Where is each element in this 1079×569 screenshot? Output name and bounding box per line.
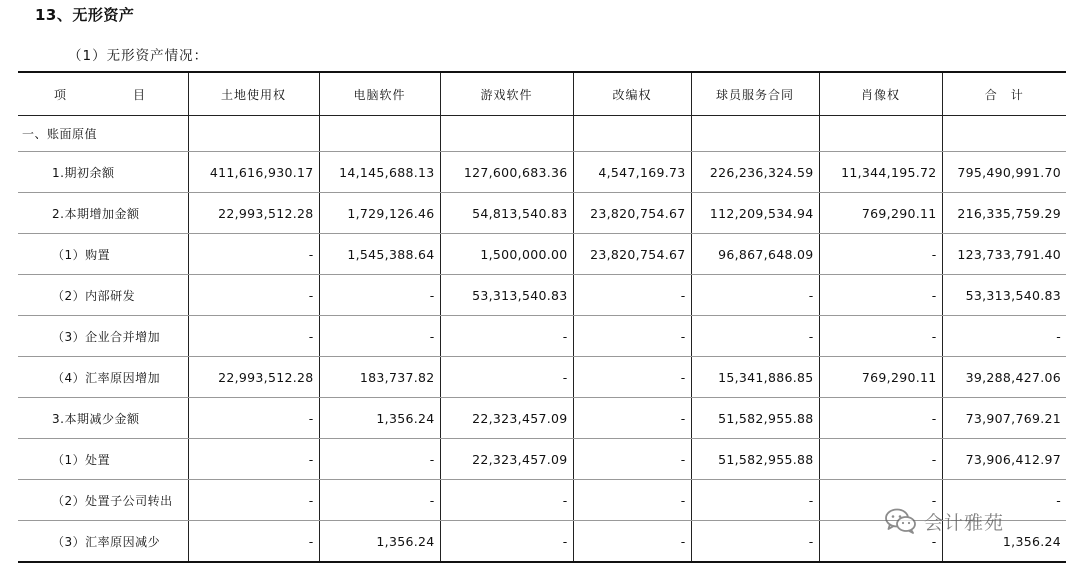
table-cell: - (573, 521, 691, 563)
table-cell: 22,993,512.28 (188, 193, 319, 234)
table-cell: 51,582,955.88 (691, 398, 819, 439)
column-header: 合 计 (942, 72, 1066, 116)
table-cell: - (573, 357, 691, 398)
table-cell: 1,356.24 (942, 521, 1066, 563)
table-cell: 73,907,769.21 (942, 398, 1066, 439)
column-header: 改编权 (573, 72, 691, 116)
table-row (18, 116, 1066, 152)
table-cell: - (319, 316, 440, 357)
table-cell: - (319, 275, 440, 316)
table-cell: 23,820,754.67 (573, 234, 691, 275)
table-cell: - (188, 398, 319, 439)
table-cell: - (573, 439, 691, 480)
table-cell: 795,490,991.70 (942, 152, 1066, 193)
table-cell: 1,545,388.64 (319, 234, 440, 275)
table-cell: 1,500,000.00 (440, 234, 573, 275)
table-cell: 15,341,886.85 (691, 357, 819, 398)
table-cell: - (188, 234, 319, 275)
table-cell (573, 116, 691, 152)
column-header: 肖像权 (819, 72, 942, 116)
row-label: 1.期初余额 (18, 152, 188, 193)
table-cell: 23,820,754.67 (573, 193, 691, 234)
table-cell: 22,323,457.09 (440, 398, 573, 439)
table-header-row (18, 72, 1066, 116)
table-cell: 96,867,648.09 (691, 234, 819, 275)
table-cell: - (573, 316, 691, 357)
column-header-item (18, 72, 188, 116)
table-cell: - (188, 275, 319, 316)
table-cell: 769,290.11 (819, 193, 942, 234)
table-cell: 39,288,427.06 (942, 357, 1066, 398)
row-label: 3.本期减少金额 (18, 398, 188, 439)
table-cell: - (691, 275, 819, 316)
table-cell (819, 116, 942, 152)
table-cell: - (440, 316, 573, 357)
row-label: （4）汇率原因增加 (18, 357, 188, 398)
column-header: 电脑软件 (319, 72, 440, 116)
wechat-icon (884, 507, 918, 535)
row-label: （2）处置子公司转出 (18, 480, 188, 521)
table-cell: 769,290.11 (819, 357, 942, 398)
sub-title: （1）无形资产情况： (68, 48, 209, 64)
table-cell: - (819, 316, 942, 357)
table-cell: - (573, 480, 691, 521)
table-row (18, 316, 1066, 357)
column-header: 球员服务合同 (691, 72, 819, 116)
table-row (18, 357, 1066, 398)
table-cell: - (819, 480, 942, 521)
table-cell: - (942, 316, 1066, 357)
table-cell: - (819, 234, 942, 275)
table-cell: - (188, 439, 319, 480)
table-row (18, 193, 1066, 234)
row-label: 一、账面原值 (18, 116, 188, 152)
table-cell: 183,737.82 (319, 357, 440, 398)
column-header: 游戏软件 (440, 72, 573, 116)
table-cell: 123,733,791.40 (942, 234, 1066, 275)
table-cell: - (819, 275, 942, 316)
intangible-assets-table (18, 71, 1066, 563)
table-cell: - (691, 316, 819, 357)
table-cell: - (819, 521, 942, 563)
table-cell: 11,344,195.72 (819, 152, 942, 193)
table-cell: - (819, 398, 942, 439)
table-cell (691, 116, 819, 152)
table-cell (942, 116, 1066, 152)
table-cell: 14,145,688.13 (319, 152, 440, 193)
table-cell: 216,335,759.29 (942, 193, 1066, 234)
table-cell: 4,547,169.73 (573, 152, 691, 193)
row-label: （1）处置 (18, 439, 188, 480)
table-cell (440, 116, 573, 152)
table-row (18, 152, 1066, 193)
table-cell: - (942, 480, 1066, 521)
row-label: （1）购置 (18, 234, 188, 275)
table-cell: 411,616,930.17 (188, 152, 319, 193)
table-cell: 51,582,955.88 (691, 439, 819, 480)
table-cell: 226,236,324.59 (691, 152, 819, 193)
row-label: （3）汇率原因减少 (18, 521, 188, 563)
table-cell: - (573, 275, 691, 316)
table-cell: - (440, 357, 573, 398)
table-cell: - (188, 521, 319, 563)
table-cell: 53,313,540.83 (942, 275, 1066, 316)
table-cell: 112,209,534.94 (691, 193, 819, 234)
row-label: 2.本期增加金额 (18, 193, 188, 234)
item-header-left: 项 (54, 87, 68, 102)
row-label: （3）企业合并增加 (18, 316, 188, 357)
table-cell (188, 116, 319, 152)
table-cell: 54,813,540.83 (440, 193, 573, 234)
table-cell: - (819, 439, 942, 480)
table-cell: - (319, 439, 440, 480)
table-cell: - (188, 480, 319, 521)
watermark (884, 506, 1004, 536)
table-cell: 127,600,683.36 (440, 152, 573, 193)
table-cell: 1,356.24 (319, 398, 440, 439)
row-label: （2）内部研发 (18, 275, 188, 316)
table-cell: - (440, 480, 573, 521)
table-row (18, 275, 1066, 316)
table-row (18, 398, 1066, 439)
table-cell: 53,313,540.83 (440, 275, 573, 316)
table-cell: 22,993,512.28 (188, 357, 319, 398)
table-cell: - (319, 480, 440, 521)
item-header-right: 目 (133, 87, 147, 102)
table-row (18, 234, 1066, 275)
table-cell: 22,323,457.09 (440, 439, 573, 480)
table-cell: 1,356.24 (319, 521, 440, 563)
table-cell (319, 116, 440, 152)
table-cell: - (691, 480, 819, 521)
column-header: 土地使用权 (188, 72, 319, 116)
table-cell: 73,906,412.97 (942, 439, 1066, 480)
table-cell: - (440, 521, 573, 563)
table-row (18, 439, 1066, 480)
table-cell: - (691, 521, 819, 563)
table-cell: 1,729,126.46 (319, 193, 440, 234)
table-cell: - (188, 316, 319, 357)
table-cell: - (573, 398, 691, 439)
section-title: 13、无形资产 (35, 6, 135, 24)
watermark-text: 会计雅苑 (924, 511, 1005, 534)
